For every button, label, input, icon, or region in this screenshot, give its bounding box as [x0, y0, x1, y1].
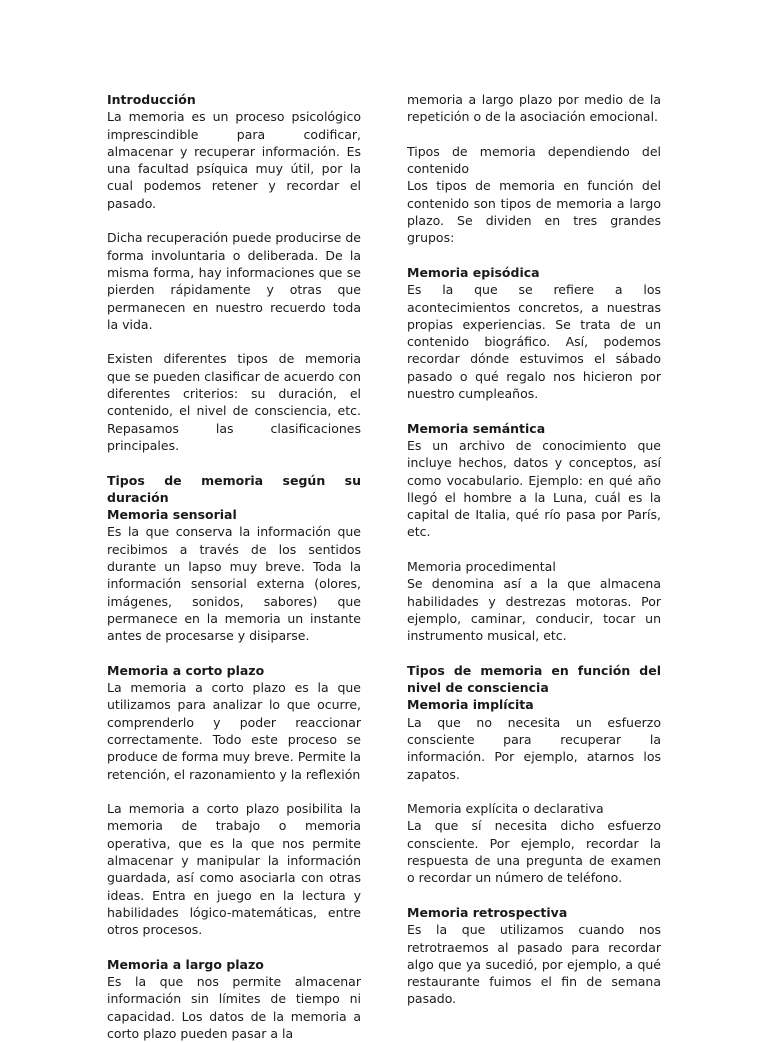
retrospectiva-section [407, 904, 661, 1008]
right-column [407, 91, 661, 1008]
sensorial-section [107, 472, 361, 645]
explicita-heading: Memoria explícita o declarativa [407, 801, 604, 817]
corto-heading: Memoria a corto plazo [107, 662, 265, 678]
implicita-heading: Memoria implícita [407, 697, 534, 713]
explicita-section [407, 800, 661, 886]
duration-heading: Tipos de memoria según su duración [107, 472, 361, 505]
intro-heading: Introducción [107, 92, 196, 107]
episodica-section [407, 264, 661, 402]
sensorial-heading: Memoria sensorial [107, 507, 237, 523]
contenido-heading: Tipos de memoria dependiendo del contenido [407, 143, 661, 177]
largo-text: Es la que nos permite almacenar información sin límites de tiempo ni capacidad. Los datos de la memoria a corto plazo pueden pasar a la [107, 974, 361, 1042]
episodica-heading: Memoria episódica [407, 264, 540, 280]
largo-section [107, 956, 361, 1042]
intro-paragraph-1: La memoria es un proceso psicológico imprescindible para codificar, almacenar y recuperar información. Es una facultad psíquica muy útil, por la cual podemos retener y recordar el pasado. [107, 109, 361, 211]
intro-paragraph-2: Dicha recuperación puede producirse de forma involuntaria o deliberada. De la misma forma, hay informaciones que se pierden rápidamente y otras que permanecen en nuestro recuerdo toda la vida. [107, 230, 361, 332]
largo-continuation: memoria a largo plazo por medio de la repetición o de la asociación emocional. [407, 92, 661, 125]
semantica-text: Es un archivo de conocimiento que incluye hechos, datos y conceptos, así como vocabulario. Ejemplo: en qué año llegó el hombre a la Luna, cuál es la capital de Italia, qué río pasa por París, etc. [407, 437, 661, 540]
corto-section [107, 662, 361, 783]
procedimental-heading: Memoria procedimental [407, 559, 556, 575]
retrospectiva-heading: Memoria retrospectiva [407, 904, 568, 920]
semantica-section [407, 420, 661, 541]
implicita-text: La que no necesita un esfuerzo consciente para recuperar la información. Por ejemplo, atarnos los zapatos. [407, 714, 661, 782]
left-column [107, 91, 361, 1042]
procedimental-text: Se denomina así a la que almacena habilidades y destrezas motoras. Por ejemplo, caminar, conducir, tocar un instrumento musical, etc. [407, 576, 661, 644]
procedimental-section [407, 558, 661, 644]
intro-section [107, 91, 361, 212]
contenido-section [407, 143, 661, 247]
consciencia-heading: Tipos de memoria en función del nivel de consciencia [407, 662, 661, 696]
largo-heading: Memoria a largo plazo [107, 956, 264, 972]
corto-paragraph-2: La memoria a corto plazo posibilita la memoria de trabajo o memoria operativa, que es la que nos permite almacenar y manipular la información guardada, así como asociarla con otras ideas. Entra en juego en la lectura y habilidades lógico-matemáticas, entre otros procesos. [107, 801, 361, 938]
corto-paragraph-1: La memoria a corto plazo es la que utilizamos para analizar lo que ocurre, comprenderlo y poder reaccionar correctamente. Todo este proceso se produce de forma muy breve. Permite la retención, el razonamiento y la reflexión [107, 680, 361, 782]
contenido-text: Los tipos de memoria en función del contenido son tipos de memoria a largo plazo. Se dividen en tres grandes grupos: [407, 178, 661, 246]
implicita-section [407, 662, 661, 783]
semantica-heading: Memoria semántica [407, 420, 546, 436]
explicita-text: La que sí necesita dicho esfuerzo consciente. Por ejemplo, recordar la respuesta de una pregunta de examen o recordar un número de teléfono. [407, 818, 661, 886]
retrospectiva-text: Es la que utilizamos cuando nos retrotraemos al pasado para recordar algo que ya sucedió, por ejemplo, a qué restaurante fuimos el fin de semana pasado. [407, 922, 661, 1007]
intro-paragraph-3: Existen diferentes tipos de memoria que se pueden clasificar de acuerdo con diferentes criterios: su duración, el contenido, el nivel de consciencia, etc. Repasamos las clasificaciones principales. [107, 351, 361, 453]
sensorial-text: Es la que conserva la información que recibimos a través de los sentidos durante un lapso muy breve. Toda la información sensorial externa (olores, imágenes, sonidos, sabores) que permanece en la memoria un instante antes de procesarse y disiparse. [107, 524, 361, 644]
episodica-text: Es la que se refiere a los acontecimientos concretos, a nuestras propias experiencias. Se trata de un contenido biográfico. Así, podemos recordar dónde estuvimos el sábado pasado o qué regalo nos hicieron por nuestro cumpleaños. [407, 282, 661, 402]
